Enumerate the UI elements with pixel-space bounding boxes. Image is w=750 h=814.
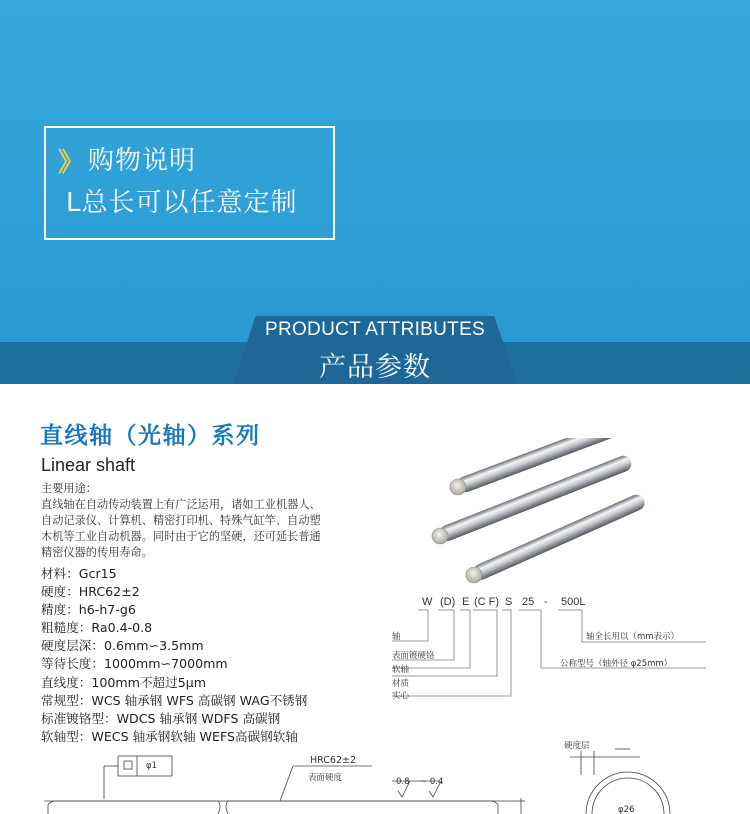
spec-row: 硬度层深：0.6mm∽3.5mm [41, 638, 204, 654]
code-label: 表面镀硬铬 [392, 651, 435, 661]
surface-hardness-label: 表面硬度 [308, 773, 343, 783]
code-label: 材质 [392, 679, 410, 689]
spec-row: 精度：h6-h7-g6 [41, 602, 136, 618]
spec-row: 材料：Gcr15 [41, 566, 117, 581]
code-label: 轴全长用以（mm表示） [586, 632, 680, 642]
english-name: Linear shaft [41, 455, 136, 475]
hardness-label: HRC62±2 [310, 755, 356, 766]
diameter-label: φ26 [618, 805, 635, 814]
drawing-lines [40, 735, 720, 814]
spec-row: 等待长度：1000mm∽7000mm [41, 656, 228, 672]
technical-drawing [40, 735, 720, 814]
series-title: 直线轴（光轴）系列 [40, 423, 261, 449]
code-char: E [462, 596, 470, 608]
usage-line: 自动记录仪、计算机、精密打印机、特殊气缸竿、自动塑 [41, 514, 321, 527]
code-char: - [544, 596, 548, 608]
usage-line: 木机等工业自动机器。同时由于它的坚硬，还可延长普通 [41, 530, 321, 543]
usage-description [41, 481, 371, 561]
usage-line: 精密仪器的传用寿命。 [41, 546, 153, 559]
usage-line: 直线轴在自动传动装置上有广泛运用，诸如工业机器人、 [41, 498, 321, 511]
tolerance-label: φ1 [146, 761, 158, 771]
spec-row: 标准镀铬型：WDCS 轴承钢 WDFS 高碳钢 [41, 710, 281, 726]
model-code-diagram [382, 590, 712, 710]
shopping-note-title: 购物说明 [88, 146, 197, 176]
shopping-note-text: L总长可以任意定制 [66, 188, 298, 218]
code-char: 25 [522, 596, 535, 608]
section-title-cn: 产品参数 [319, 352, 431, 383]
code-char: W [422, 596, 433, 608]
code-char: S [505, 596, 513, 608]
spec-row: 软轴型：WECS 轴承钢软轴 WEFS高碳钢软轴 [41, 728, 298, 744]
spec-row: 粗糙度：Ra0.4-0.8 [41, 620, 153, 636]
section-title-en: PRODUCT ATTRIBUTES [264, 319, 486, 340]
roughness-label: ~ 0.4 [420, 777, 444, 787]
code-label: 轴 [392, 632, 401, 642]
spec-row: 常规型：WCS 轴承钢 WFS 高碳钢 WAG不锈钢 [41, 692, 308, 708]
code-char: 500L [561, 596, 586, 608]
code-label: 公称型号（轴外径 φ25mm） [560, 659, 673, 669]
shaft-rods-image [424, 438, 664, 588]
spec-list [41, 565, 307, 746]
spec-row: 直线度：100mm不超过5μm [41, 674, 207, 690]
spec-row: 硬度：HRC62±2 [41, 584, 140, 600]
code-char: (C F) [474, 596, 500, 608]
code-label: 实心 [392, 691, 410, 701]
code-label: 软轴 [392, 665, 410, 675]
hardened-layer-label: 硬度层 [564, 741, 590, 751]
roughness-label: 0.8 [396, 777, 410, 787]
chevron-icon: 》 [58, 148, 78, 178]
header-banner [0, 0, 750, 384]
code-char: (D) [440, 596, 456, 608]
usage-line: 主要用途： [41, 482, 97, 495]
shopping-note-frame [44, 126, 335, 240]
